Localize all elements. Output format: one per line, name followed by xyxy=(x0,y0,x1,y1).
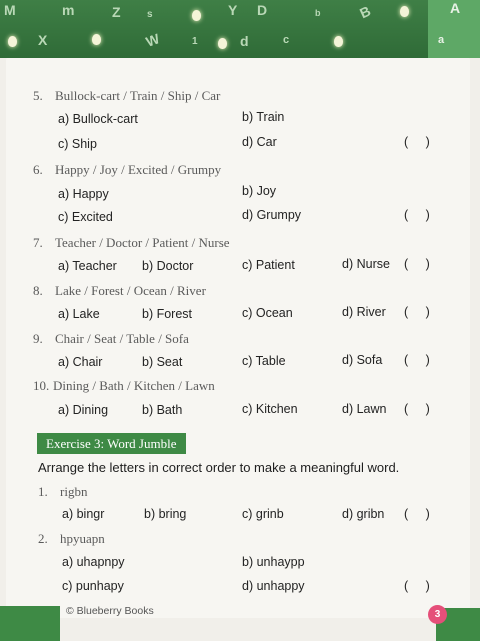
option-a[interactable]: a) uhapnpy xyxy=(62,555,125,569)
option-a[interactable]: a) Lake xyxy=(58,307,100,321)
option-a[interactable]: a) Teacher xyxy=(58,259,117,273)
answer-blank[interactable]: ( ) xyxy=(404,305,430,319)
option-b[interactable]: b) Bath xyxy=(142,403,183,417)
exercise-instruction: Arrange the letters in correct order to make a meaningful word. xyxy=(38,460,400,475)
banner-letter: 1 xyxy=(192,36,198,47)
option-d[interactable]: d) Grumpy xyxy=(242,208,302,222)
option-c[interactable]: c) Patient xyxy=(242,258,295,272)
lightbulb-icon xyxy=(192,10,201,21)
option-b[interactable]: b) Doctor xyxy=(142,259,194,273)
lightbulb-icon xyxy=(218,38,227,49)
option-d[interactable]: d) unhappy xyxy=(242,579,305,593)
option-b[interactable]: b) Seat xyxy=(142,355,183,369)
lightbulb-icon xyxy=(334,36,343,47)
option-a[interactable]: a) Dining xyxy=(58,403,109,417)
option-d[interactable]: d) Lawn xyxy=(342,402,387,416)
option-a[interactable]: a) bingr xyxy=(62,507,105,521)
question-prompt: 9. Chair / Seat / Table / Sofa xyxy=(33,331,189,346)
banner-letter: M xyxy=(4,2,16,18)
option-b[interactable]: b) bring xyxy=(144,507,187,521)
option-d[interactable]: d) Sofa xyxy=(342,353,383,367)
exercise-heading: Exercise 3: Word Jumble xyxy=(37,433,186,454)
lightbulb-icon xyxy=(92,34,101,45)
option-a[interactable]: a) Bullock-cart xyxy=(58,112,138,126)
lightbulb-icon xyxy=(400,6,409,17)
question-prompt: 2. hpyuapn xyxy=(38,531,105,546)
option-c[interactable]: c) punhapy xyxy=(62,579,124,593)
banner-letter: B xyxy=(357,2,374,22)
option-b[interactable]: b) unhaypp xyxy=(242,555,305,569)
header-banner xyxy=(0,0,480,58)
option-c[interactable]: c) Kitchen xyxy=(242,402,298,416)
option-c[interactable]: c) grinb xyxy=(242,507,284,521)
option-c[interactable]: c) Table xyxy=(242,354,286,368)
answer-blank[interactable]: ( ) xyxy=(404,507,430,521)
banner-letter: A xyxy=(450,0,461,16)
banner-letter: s xyxy=(147,9,153,20)
option-d[interactable]: d) Car xyxy=(242,135,277,149)
question-prompt: 6. Happy / Joy / Excited / Grumpy xyxy=(33,162,222,177)
question-prompt: 5. Bullock-cart / Train / Ship / Car xyxy=(33,88,221,103)
option-a[interactable]: a) Chair xyxy=(58,355,103,369)
answer-blank[interactable]: ( ) xyxy=(404,402,430,416)
banner-letter: X xyxy=(38,32,48,48)
option-c[interactable]: c) Ocean xyxy=(242,306,293,320)
footer-bar xyxy=(0,606,60,641)
banner-letter: m xyxy=(62,2,75,18)
banner-letter: d xyxy=(240,33,249,49)
option-d[interactable]: d) Nurse xyxy=(342,257,390,271)
banner-letter: c xyxy=(283,34,290,46)
banner-letter: a xyxy=(438,34,445,46)
option-b[interactable]: b) Train xyxy=(242,110,285,124)
page-number: 3 xyxy=(428,605,447,624)
banner-letter: D xyxy=(257,2,268,18)
publisher-credit: © Blueberry Books xyxy=(66,605,154,617)
answer-blank[interactable]: ( ) xyxy=(404,579,430,593)
banner-letter: W xyxy=(143,30,162,50)
option-b[interactable]: b) Forest xyxy=(142,307,193,321)
question-prompt: 10. Dining / Bath / Kitchen / Lawn xyxy=(33,378,215,393)
option-c[interactable]: c) Excited xyxy=(58,210,113,224)
answer-blank[interactable]: ( ) xyxy=(404,257,430,271)
question-prompt: 1. rigbn xyxy=(38,484,88,499)
answer-blank[interactable]: ( ) xyxy=(404,353,430,367)
option-d[interactable]: d) River xyxy=(342,305,386,319)
option-d[interactable]: d) gribn xyxy=(342,507,385,521)
lightbulb-icon xyxy=(8,36,17,47)
option-b[interactable]: b) Joy xyxy=(242,184,277,198)
option-a[interactable]: a) Happy xyxy=(58,187,109,201)
answer-blank[interactable]: ( ) xyxy=(404,135,430,149)
question-prompt: 7. Teacher / Doctor / Patient / Nurse xyxy=(33,235,230,250)
banner-letter: b xyxy=(315,8,321,18)
question-prompt: 8. Lake / Forest / Ocean / River xyxy=(33,283,206,298)
answer-blank[interactable]: ( ) xyxy=(404,208,430,222)
banner-letter: Y xyxy=(228,2,238,18)
banner-letter: Z xyxy=(112,4,121,20)
option-c[interactable]: c) Ship xyxy=(58,137,97,151)
